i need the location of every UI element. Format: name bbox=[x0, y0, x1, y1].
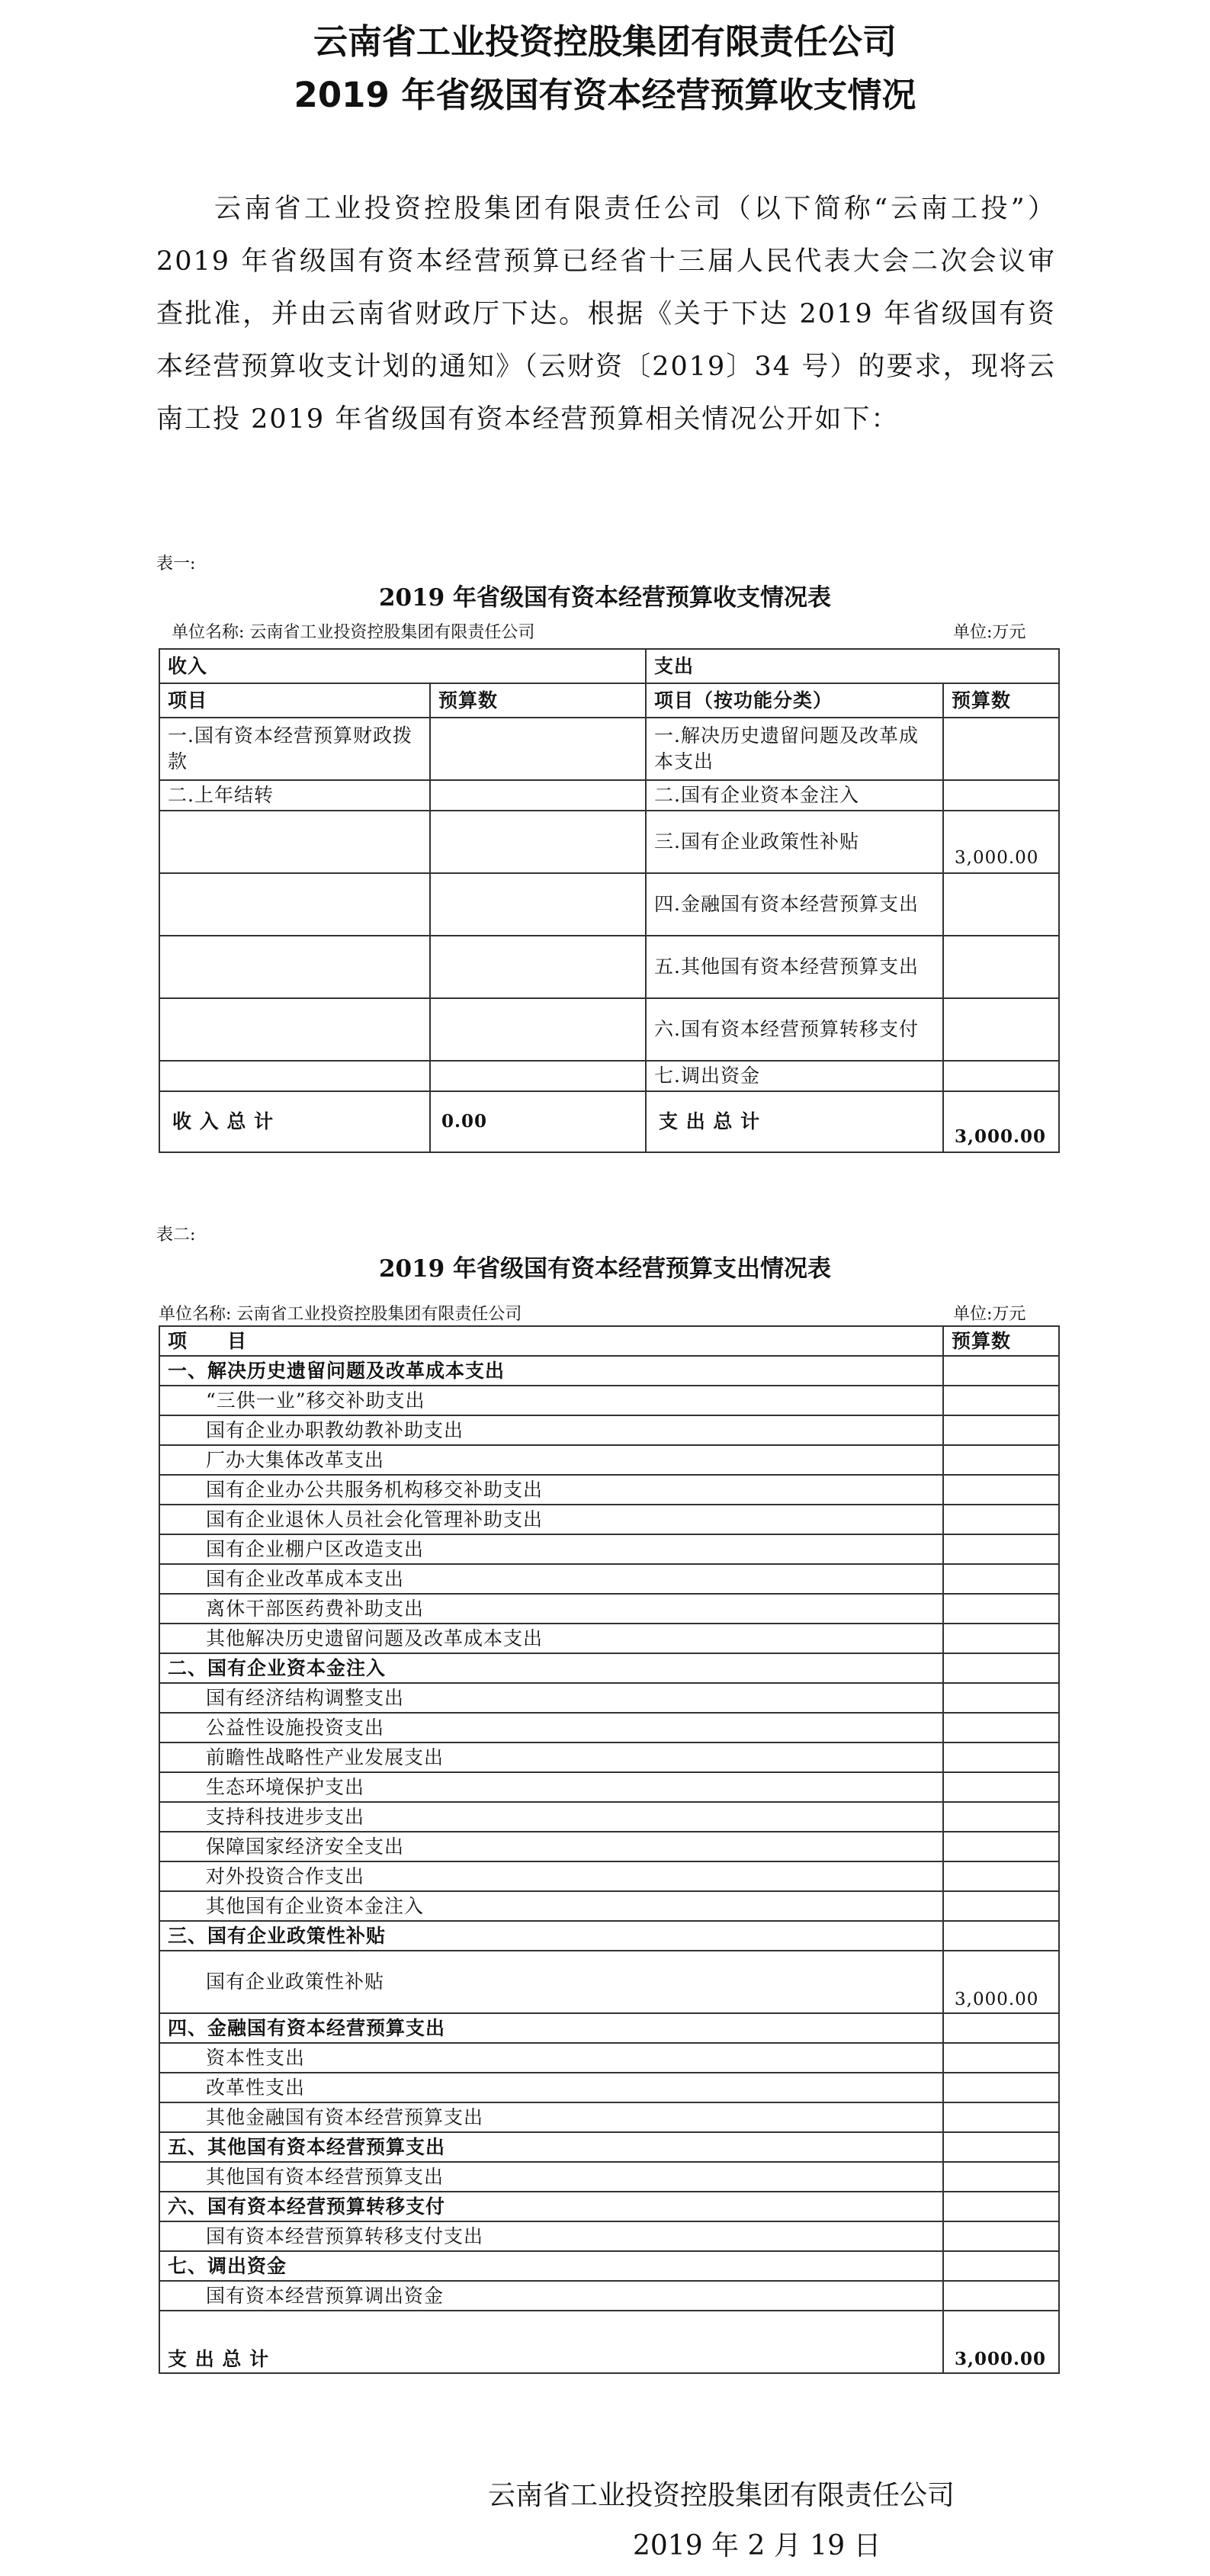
expense-amount bbox=[943, 718, 1059, 780]
expense-amount bbox=[943, 936, 1059, 998]
total-value: 3,000.00 bbox=[943, 2311, 1059, 2373]
item-label: 支持科技进步支出 bbox=[159, 1802, 943, 1832]
col-income-item: 项目 bbox=[159, 683, 430, 718]
item-label: 公益性设施投资支出 bbox=[159, 1713, 943, 1742]
document-title-line1: 云南省工业投资控股集团有限责任公司 bbox=[313, 21, 897, 62]
income-item bbox=[159, 936, 430, 998]
item-budget bbox=[943, 2073, 1059, 2102]
table1-caption: 表一: bbox=[156, 554, 196, 573]
signature-date: 2019 年 2 月 19 日 bbox=[633, 2530, 881, 2562]
item-label: 国有企业改革成本支出 bbox=[159, 1564, 943, 1594]
total-label: 支 出 总 计 bbox=[159, 2311, 943, 2373]
table-row bbox=[159, 1742, 1059, 1772]
item-label: 改革性支出 bbox=[159, 2073, 943, 2102]
item-budget bbox=[943, 1713, 1059, 1742]
item-budget bbox=[943, 1683, 1059, 1713]
budget-summary-table bbox=[159, 648, 1060, 1153]
table-row bbox=[159, 1832, 1059, 1861]
income-item: 一.国有资本经营预算财政拨款 bbox=[159, 718, 430, 780]
category-label: 六、国有资本经营预算转移支付 bbox=[159, 2192, 943, 2221]
item-label: 生态环境保护支出 bbox=[159, 1772, 943, 1802]
item-budget bbox=[943, 1653, 1059, 1683]
table-row bbox=[159, 2102, 1059, 2132]
item-label: 资本性支出 bbox=[159, 2043, 943, 2073]
table-row bbox=[159, 1564, 1059, 1594]
item-budget bbox=[943, 1564, 1059, 1594]
table1-unit: 单位:万元 bbox=[953, 623, 1026, 642]
table-row bbox=[159, 1891, 1059, 1921]
item-budget bbox=[943, 1624, 1059, 1653]
table-row bbox=[159, 1951, 1059, 2013]
item-budget bbox=[943, 1386, 1059, 1415]
table1-total-row bbox=[159, 1091, 1059, 1152]
item-budget bbox=[943, 2013, 1059, 2043]
item-budget bbox=[943, 2221, 1059, 2251]
table1-title: 2019 年省级国有资本经营预算收支情况表 bbox=[378, 584, 832, 612]
intro-paragraph: 云南省工业投资控股集团有限责任公司（以下简称“云南工投”）2019 年省级国有资本经营预算已经省十三届人民代表大会二次会议审查批准，并由云南省财政厅下达。根据《关于下达 2019 年省级国有资本经营预算收支计划的通知》（云财资〔2019〕34 号）的要求，现将云南工投 2019 年省级国有资本经营预算相关情况公开如下： bbox=[156, 194, 1056, 435]
income-item bbox=[159, 873, 430, 936]
item-budget bbox=[943, 1505, 1059, 1534]
item-label: 对外投资合作支出 bbox=[159, 1861, 943, 1891]
item-label: 国有企业办职教幼教补助支出 bbox=[159, 1415, 943, 1445]
expense-amount: 3,000.00 bbox=[943, 811, 1059, 873]
item-budget bbox=[943, 2043, 1059, 2073]
income-amount bbox=[430, 811, 646, 873]
item-label: 厂办大集体改革支出 bbox=[159, 1445, 943, 1475]
expense-amount bbox=[943, 998, 1059, 1061]
table-row bbox=[159, 718, 1059, 780]
table1-section-row bbox=[159, 649, 1059, 683]
table-row bbox=[159, 936, 1059, 998]
category-label: 四、金融国有资本经营预算支出 bbox=[159, 2013, 943, 2043]
item-budget bbox=[943, 2102, 1059, 2132]
col-expense-budget: 预算数 bbox=[943, 683, 1059, 718]
category-label: 三、国有企业政策性补贴 bbox=[159, 1921, 943, 1951]
table-row bbox=[159, 1802, 1059, 1832]
table2-caption: 表二: bbox=[156, 1225, 196, 1245]
expense-amount bbox=[943, 1061, 1059, 1091]
item-budget bbox=[943, 1861, 1059, 1891]
item-budget bbox=[943, 2162, 1059, 2192]
total-expense-label: 支 出 总 计 bbox=[646, 1091, 943, 1152]
col-item: 项 目 bbox=[159, 1326, 943, 1356]
expense-item: 二.国有企业资本金注入 bbox=[646, 780, 943, 811]
category-label: 一、解决历史遗留问题及改革成本支出 bbox=[159, 1356, 943, 1386]
table-row bbox=[159, 2281, 1059, 2311]
item-label: 其他国有企业资本金注入 bbox=[159, 1891, 943, 1921]
table-row bbox=[159, 1772, 1059, 1802]
item-budget bbox=[943, 2251, 1059, 2281]
item-label: 国有经济结构调整支出 bbox=[159, 1683, 943, 1713]
item-label: 保障国家经济安全支出 bbox=[159, 1832, 943, 1861]
table-row bbox=[159, 1921, 1059, 1951]
table-row bbox=[159, 780, 1059, 811]
expense-amount bbox=[943, 780, 1059, 811]
table2-header-row bbox=[159, 1326, 1059, 1356]
expense-item: 一.解决历史遗留问题及改革成本支出 bbox=[646, 718, 943, 780]
table-row bbox=[159, 998, 1059, 1061]
table-row bbox=[159, 873, 1059, 936]
item-label: 前瞻性战略性产业发展支出 bbox=[159, 1742, 943, 1772]
item-label: 国有资本经营预算调出资金 bbox=[159, 2281, 943, 2311]
expense-item: 五.其他国有资本经营预算支出 bbox=[646, 936, 943, 998]
table-row bbox=[159, 1683, 1059, 1713]
table-row bbox=[159, 2073, 1059, 2102]
table-row bbox=[159, 811, 1059, 873]
item-budget bbox=[943, 1415, 1059, 1445]
document-title-line2: 2019 年省级国有资本经营预算收支情况 bbox=[294, 75, 916, 115]
item-budget bbox=[943, 1802, 1059, 1832]
item-budget bbox=[943, 1772, 1059, 1802]
table2-title: 2019 年省级国有资本经营预算支出情况表 bbox=[378, 1255, 832, 1283]
table-row bbox=[159, 2162, 1059, 2192]
signature-org: 云南省工业投资控股集团有限责任公司 bbox=[488, 2480, 955, 2511]
item-budget bbox=[943, 1534, 1059, 1564]
table-row bbox=[159, 1386, 1059, 1415]
income-item bbox=[159, 1061, 430, 1091]
expense-item: 三.国有企业政策性补贴 bbox=[646, 811, 943, 873]
expense-section-header: 支出 bbox=[646, 649, 1059, 683]
item-label: 其他国有资本经营预算支出 bbox=[159, 2162, 943, 2192]
table-row bbox=[159, 1861, 1059, 1891]
table-row bbox=[159, 2132, 1059, 2162]
item-label: 国有企业办公共服务机构移交补助支出 bbox=[159, 1475, 943, 1505]
table1-header-row bbox=[159, 683, 1059, 718]
category-label: 五、其他国有资本经营预算支出 bbox=[159, 2132, 943, 2162]
table2-unit-org: 单位名称: 云南省工业投资控股集团有限责任公司 bbox=[159, 1305, 522, 1324]
table-row bbox=[159, 1356, 1059, 1386]
table-row bbox=[159, 2192, 1059, 2221]
item-budget: 3,000.00 bbox=[943, 1951, 1059, 2013]
item-budget bbox=[943, 1475, 1059, 1505]
col-income-budget: 预算数 bbox=[430, 683, 646, 718]
total-expense-value: 3,000.00 bbox=[943, 1091, 1059, 1152]
table-row bbox=[159, 1624, 1059, 1653]
income-amount bbox=[430, 873, 646, 936]
income-amount bbox=[430, 718, 646, 780]
table-row bbox=[159, 1713, 1059, 1742]
total-income-value: 0.00 bbox=[430, 1091, 646, 1152]
table-row bbox=[159, 1061, 1059, 1091]
expense-amount bbox=[943, 873, 1059, 936]
item-budget bbox=[943, 1921, 1059, 1951]
item-budget bbox=[943, 1594, 1059, 1624]
col-budget: 预算数 bbox=[943, 1326, 1059, 1356]
expense-detail-table bbox=[159, 1325, 1060, 2374]
table-row bbox=[159, 1505, 1059, 1534]
table1-unit-org: 单位名称: 云南省工业投资控股集团有限责任公司 bbox=[172, 623, 535, 642]
expense-item: 七.调出资金 bbox=[646, 1061, 943, 1091]
item-label: 其他金融国有资本经营预算支出 bbox=[159, 2102, 943, 2132]
table-row bbox=[159, 1594, 1059, 1624]
expense-item: 六.国有资本经营预算转移支付 bbox=[646, 998, 943, 1061]
item-budget bbox=[943, 1445, 1059, 1475]
table-row bbox=[159, 1415, 1059, 1445]
table-row bbox=[159, 2043, 1059, 2073]
item-label: 其他解决历史遗留问题及改革成本支出 bbox=[159, 1624, 943, 1653]
col-expense-item: 项目（按功能分类） bbox=[646, 683, 943, 718]
item-budget bbox=[943, 1832, 1059, 1861]
item-label: “三供一业”移交补助支出 bbox=[159, 1386, 943, 1415]
income-amount bbox=[430, 936, 646, 998]
item-label: 国有企业政策性补贴 bbox=[159, 1951, 943, 2013]
item-budget bbox=[943, 1891, 1059, 1921]
income-item bbox=[159, 998, 430, 1061]
table2-total-row bbox=[159, 2311, 1059, 2373]
item-budget bbox=[943, 1356, 1059, 1386]
table-row bbox=[159, 1475, 1059, 1505]
expense-item: 四.金融国有资本经营预算支出 bbox=[646, 873, 943, 936]
item-budget bbox=[943, 2192, 1059, 2221]
item-budget bbox=[943, 2281, 1059, 2311]
income-item bbox=[159, 811, 430, 873]
item-label: 国有企业棚户区改造支出 bbox=[159, 1534, 943, 1564]
item-label: 国有企业退休人员社会化管理补助支出 bbox=[159, 1505, 943, 1534]
item-label: 国有资本经营预算转移支付支出 bbox=[159, 2221, 943, 2251]
table-row bbox=[159, 1445, 1059, 1475]
table-row bbox=[159, 2013, 1059, 2043]
total-income-label: 收 入 总 计 bbox=[159, 1091, 430, 1152]
item-budget bbox=[943, 2132, 1059, 2162]
item-label: 离休干部医药费补助支出 bbox=[159, 1594, 943, 1624]
income-item: 二.上年结转 bbox=[159, 780, 430, 811]
table-row bbox=[159, 1534, 1059, 1564]
item-budget bbox=[943, 1742, 1059, 1772]
table-row bbox=[159, 2251, 1059, 2281]
income-amount bbox=[430, 1061, 646, 1091]
income-section-header: 收入 bbox=[159, 649, 646, 683]
category-label: 二、国有企业资本金注入 bbox=[159, 1653, 943, 1683]
category-label: 七、调出资金 bbox=[159, 2251, 943, 2281]
table-row bbox=[159, 2221, 1059, 2251]
income-amount bbox=[430, 780, 646, 811]
table-row bbox=[159, 1653, 1059, 1683]
income-amount bbox=[430, 998, 646, 1061]
table2-unit: 单位:万元 bbox=[953, 1305, 1026, 1324]
